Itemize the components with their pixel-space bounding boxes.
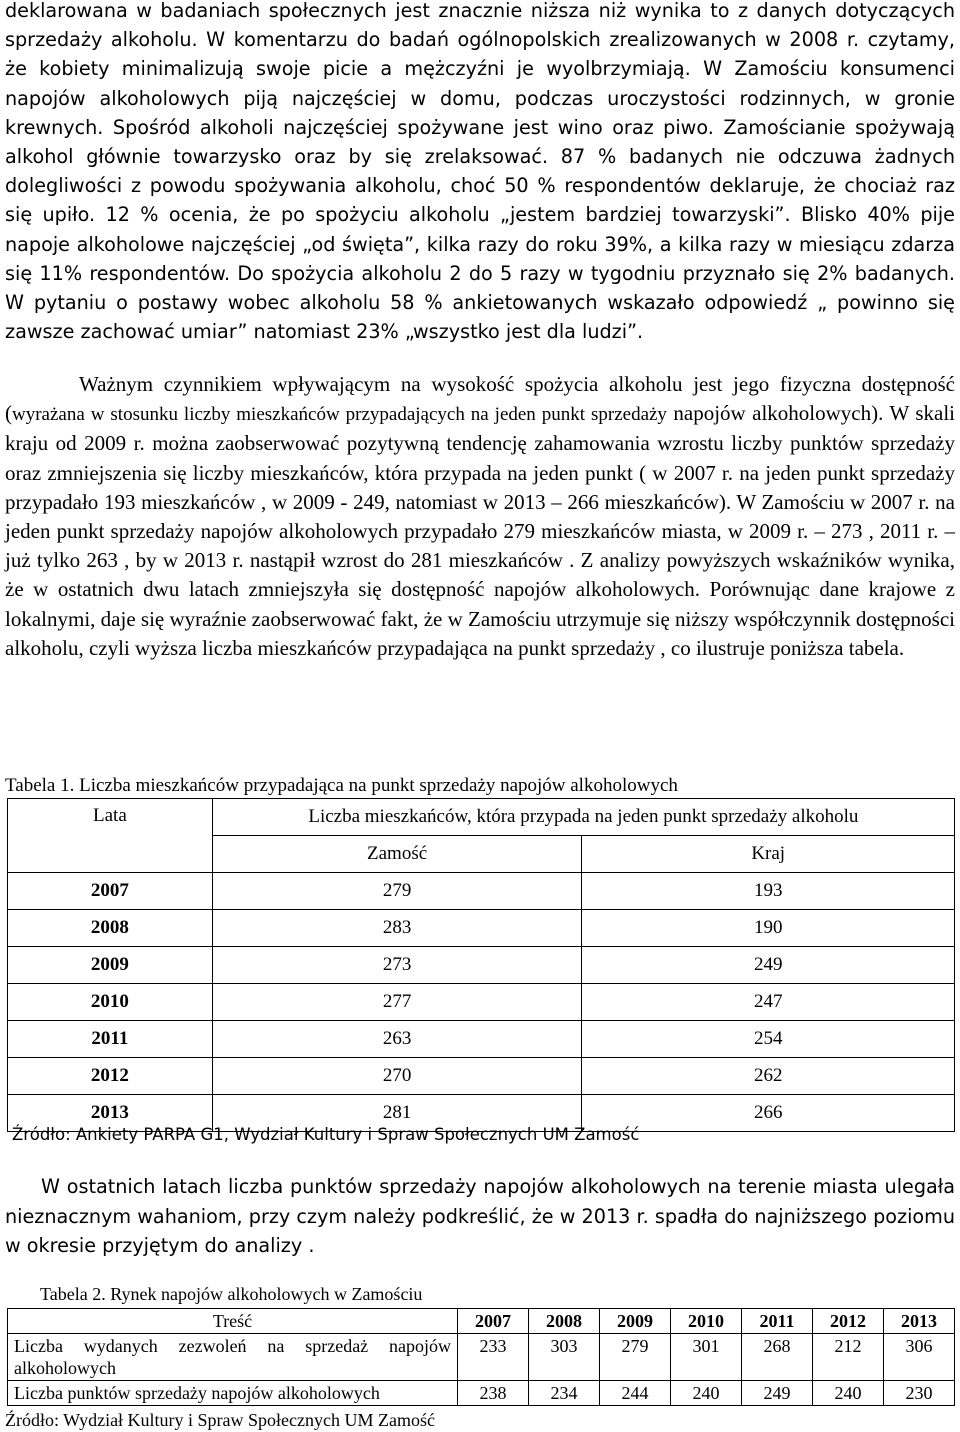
table1-cell-zamosc: 277 [212,984,582,1021]
table1-cell-year: 2008 [8,910,213,947]
paragraph-availability-part1: Ważnym czynnikiem wpływającym na wysokość spożycia alkoholu jest jego fizyczna dostępność ( [5,372,955,426]
table2-header-year: 2013 [884,1309,955,1334]
table1-row [8,1021,955,1058]
table1-cell-kraj: 190 [582,910,955,947]
paragraph-alcohol-survey: deklarowana w badaniach społecznych jest znacznie niższa niż wynika to z danych dotyczących sprzedaży alkoholu. W komentarzu do badań ogólnopolskich zrealizowanych w 2008 r. czytamy, że kobiety minimalizują swoje picie a mężczyźni je wyolbrzymiają. W Zamościu konsumenci napojów alkoholowych piją najczęściej w domu, podczas uroczystości rodzinnych, w gronie krewnych. Spośród alkoholi najczęściej spożywane jest wino oraz piwo. Zamościanie spożywają alkohol głównie towarzysko oraz by się zrelaksować. 87 % badanych nie odczuwa żadnych dolegliwości z powodu spożywania alkoholu, choć 50 % respondentów deklaruje, że chociaż raz się upiło. 12 % ocenia, że po spożyciu alkoholu „jestem bardziej towarzyski”. Blisko 40% pije napoje alkoholowe najczęściej „od święta”, kilka razy do roku 39%, a kilka razy w miesiącu zdarza się 11% respondentów. Do spożycia alkoholu 2 do 5 razy w tygodniu przyznało się 2% badanych. W pytaniu o postawy wobec alkoholu 58 % ankietowanych wskazało odpowiedź „ powinno się zawsze zachować umiar” natomiast 23% „wszystko jest dla ludzi”. [5,0,955,344]
table1 [7,798,955,1132]
table2-row [8,1334,955,1381]
table2-cell-value: 268 [742,1334,813,1381]
table2-cell-value: 238 [458,1381,529,1406]
table1-cell-zamosc: 281 [212,1095,582,1132]
table2-cell-value: 301 [671,1334,742,1381]
table1-cell-kraj: 262 [582,1058,955,1095]
table2-header-year: 2011 [742,1309,813,1334]
table1-cell-kraj: 249 [582,947,955,984]
table1-cell-year: 2011 [8,1021,213,1058]
table1-header-kraj: Kraj [582,836,955,873]
paragraph-points-of-sale [5,1172,955,1261]
table2-row-label: Liczba wydanych zezwoleń na sprzedaż napojów alkoholowych [8,1334,458,1381]
paragraph-availability-part2: wyrażana w stosunku liczby mieszkańców przypadających na jeden punkt sprzedaży [12,404,667,426]
table1-cell-kraj: 254 [582,1021,955,1058]
table1-header-row [8,799,955,836]
table2-cell-value: 240 [671,1381,742,1406]
table2-header-year: 2008 [529,1309,600,1334]
table1-row [8,984,955,1021]
table2-cell-value: 240 [813,1381,884,1406]
table1-cell-zamosc: 283 [212,910,582,947]
table2 [7,1308,955,1406]
table1-caption: Tabela 1. Liczba mieszkańców przypadająca na punkt sprzedaży napojów alkoholowych [5,775,678,796]
table1-cell-kraj: 193 [582,873,955,910]
table1-row [8,873,955,910]
table1-cell-year: 2013 [8,1095,213,1132]
table1-cell-zamosc: 273 [212,947,582,984]
table2-caption: Tabela 2. Rynek napojów alkoholowych w Zamościu [40,1284,423,1304]
table1-cell-kraj: 266 [582,1095,955,1132]
table1-row [8,1058,955,1095]
table1-header-zamosc: Zamość [212,836,582,873]
table2-source: Źródło: Wydział Kultury i Spraw Społecznych UM Zamość [5,1410,435,1430]
table1-cell-zamosc: 263 [212,1021,582,1058]
paragraph-availability [5,370,955,663]
table2-cell-value: 279 [600,1334,671,1381]
table2-cell-value: 212 [813,1334,884,1381]
paragraph-points-of-sale-text: W ostatnich latach liczba punktów sprzedaży napojów alkoholowych na terenie miasta ulegała nieznacznym wahaniom, przy czym należy podkreślić, że w 2013 r. spadła do najniższego poziomu w okresie przyjętym do analizy . [5,1175,955,1257]
table1-row [8,947,955,984]
table2-header-row [8,1309,955,1334]
table2-cell-value: 303 [529,1334,600,1381]
table2-cell-value: 306 [884,1334,955,1381]
table2-cell-value: 244 [600,1381,671,1406]
table2-cell-value: 249 [742,1381,813,1406]
table1-header-years: Lata [8,799,213,873]
table1-cell-year: 2012 [8,1058,213,1095]
table2-cell-value: 230 [884,1381,955,1406]
table2-cell-value: 234 [529,1381,600,1406]
paragraph-availability-part3: napojów alkoholowych). W skali kraju od 2009 r. można zaobserwować pozytywną tendencję zahamowania wzrostu liczby punktów sprzedaży oraz zmniejszenia się liczby mieszkańców, która przypada na jeden punkt ( w 2007 r. na jeden punkt sprzedaży przypadało 193 mieszkańców , w 2009 - 249, natomiast w 2013 – 266 mieszkańców). W Zamościu w 2007 r. na jeden punkt sprzedaży napojów alkoholowych przypadało 279 mieszkańców miasta, w 2009 r. – 273 , 2011 r. – już tylko 263 , by w 2013 r. nastąpił wzrost do 281 mieszkańców . Z analizy powyższych wskaźników wynika, że w ostatnich dwu latach zmniejszyła się dostępność napojów alkoholowych. Porównując dane krajowe z lokalnymi, daje się wyraźnie zaobserwować fakt, że w Zamościu utrzymuje się niższy współczynnik dostępności alkoholu, czyli wyższa liczba mieszkańców przypadająca na punkt sprzedaży , co ilustruje poniższa tabela. [5,401,955,660]
table2-header-year: 2009 [600,1309,671,1334]
table1-cell-year: 2009 [8,947,213,984]
table2-row [8,1381,955,1406]
table1-source: Źródło: Ankiety PARPA G1, Wydział Kultury i Spraw Społecznych UM Zamość [12,1125,640,1144]
table2-header-year: 2012 [813,1309,884,1334]
table1-row [8,910,955,947]
table2-cell-value: 233 [458,1334,529,1381]
table2-row-label: Liczba punktów sprzedaży napojów alkoholowych [8,1381,458,1406]
table2-header-year: 2007 [458,1309,529,1334]
table2-header-label: Treść [8,1309,458,1334]
table1-cell-kraj: 247 [582,984,955,1021]
table1-cell-year: 2010 [8,984,213,1021]
table1-cell-zamosc: 279 [212,873,582,910]
table1-header-main: Liczba mieszkańców, która przypada na jeden punkt sprzedaży alkoholu [212,799,954,836]
table1-cell-zamosc: 270 [212,1058,582,1095]
table1-cell-year: 2007 [8,873,213,910]
table2-header-year: 2010 [671,1309,742,1334]
